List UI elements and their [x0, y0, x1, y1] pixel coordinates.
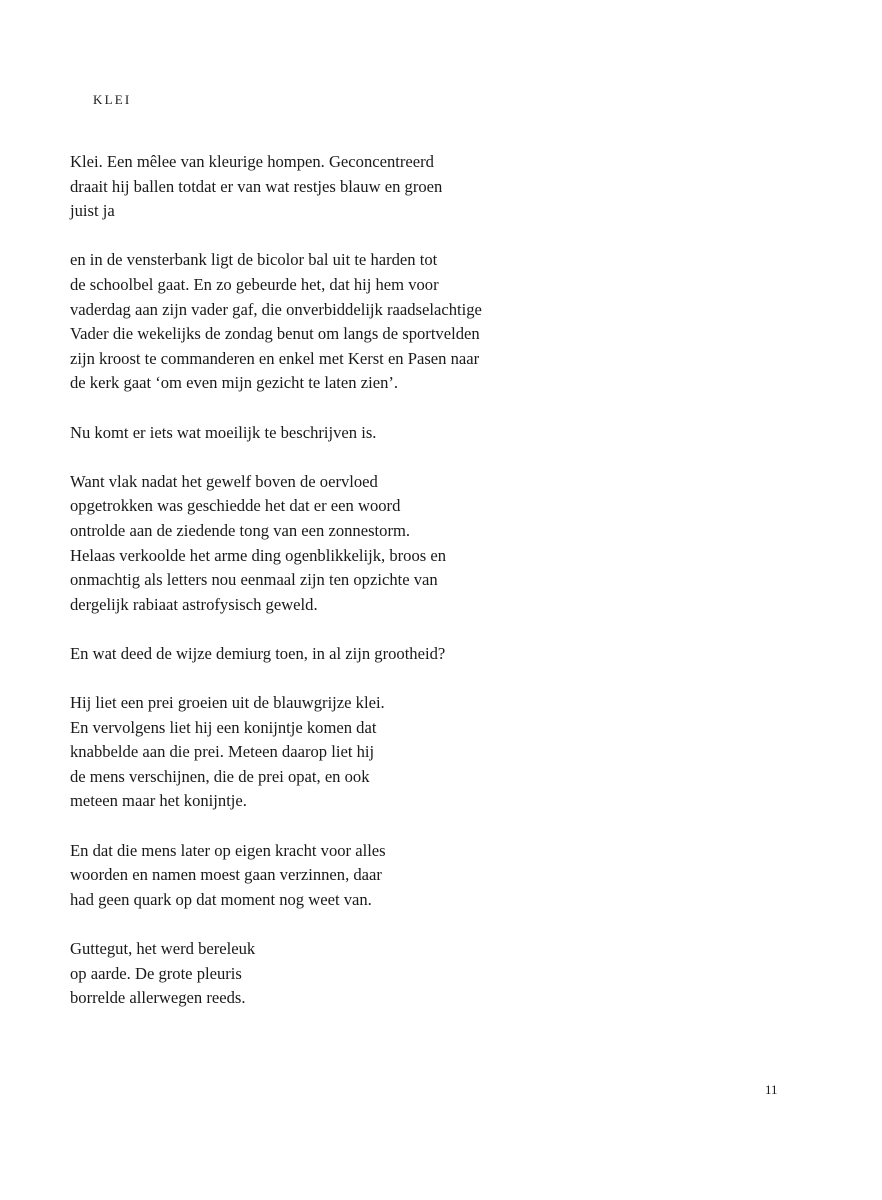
stanza — [70, 248, 540, 396]
poem-line: Helaas verkoolde het arme ding ogenblikkelijk, broos en — [70, 545, 447, 565]
stanza — [70, 839, 540, 913]
poem-line: op aarde. De grote pleuris — [70, 963, 242, 983]
stanza — [70, 691, 540, 814]
stanza — [70, 642, 540, 667]
poem-line: de schoolbel gaat. En zo gebeurde het, dat hij hem voor — [70, 274, 439, 294]
poem-line: knabbelde aan die prei. Meteen daarop liet hij — [70, 742, 375, 762]
poem-line: Guttegut, het werd bereleuk — [70, 939, 256, 958]
poem-line: opgetrokken was geschiedde het dat er een woord — [70, 496, 401, 516]
poem-line: borrelde allerwegen reeds. — [70, 988, 246, 1008]
poem-line: Nu komt er iets wat moeilijk te beschrijven is. — [70, 422, 377, 442]
stanza — [70, 421, 540, 446]
poem-line: vaderdag aan zijn vader gaf, die onverbiddelijk raadselachtige — [70, 299, 482, 319]
poem-line: de mens verschijnen, die de prei opat, en ook — [70, 766, 370, 786]
poem-line: En vervolgens liet hij een konijntje komen dat — [70, 717, 377, 737]
stanza — [70, 150, 540, 224]
poem-title: KLEI — [93, 92, 132, 107]
poem-line: Vader die wekelijks de zondag benut om langs de sportvelden — [70, 324, 480, 344]
poem-line: dergelijk rabiaat astrofysisch geweld. — [70, 594, 318, 614]
stanza — [70, 937, 540, 1011]
poem-line: En dat die mens later op eigen kracht voor alles — [70, 840, 386, 860]
poem-line: juist ja — [70, 201, 115, 221]
poem-line: Want vlak nadat het gewelf boven de oervloed — [70, 471, 378, 491]
stanza — [70, 470, 540, 618]
poem-line: onmachtig als letters nou eenmaal zijn ten opzichte van — [70, 570, 438, 590]
poem-line: had geen quark op dat moment nog weet van. — [70, 889, 372, 909]
poem-line: woorden en namen moest gaan verzinnen, daar — [70, 865, 382, 885]
poem-line: En wat deed de wijze demiurg toen, in al zijn grootheid? — [70, 643, 446, 663]
poem-line: en in de vensterbank ligt de bicolor bal uit te harden tot — [70, 250, 438, 270]
poem-line: meteen maar het konijntje. — [70, 791, 247, 811]
poem-line: de kerk gaat ‘om even mijn gezicht te laten zien’. — [70, 373, 399, 393]
poem-line: zijn kroost te commanderen en enkel met Kerst en Pasen naar — [70, 348, 480, 368]
poem-body — [70, 150, 540, 1035]
poem-line: Hij liet een prei groeien uit de blauwgrijze klei. — [70, 693, 385, 713]
poem-line: draait hij ballen totdat er van wat restjes blauw en groen — [70, 176, 443, 196]
poem-line: ontrolde aan de ziedende tong van een zonnestorm. — [70, 520, 411, 540]
page-number: 11 — [765, 1082, 778, 1097]
poem-line: Klei. Een mêlee van kleurige hompen. Geconcentreerd — [70, 152, 434, 171]
